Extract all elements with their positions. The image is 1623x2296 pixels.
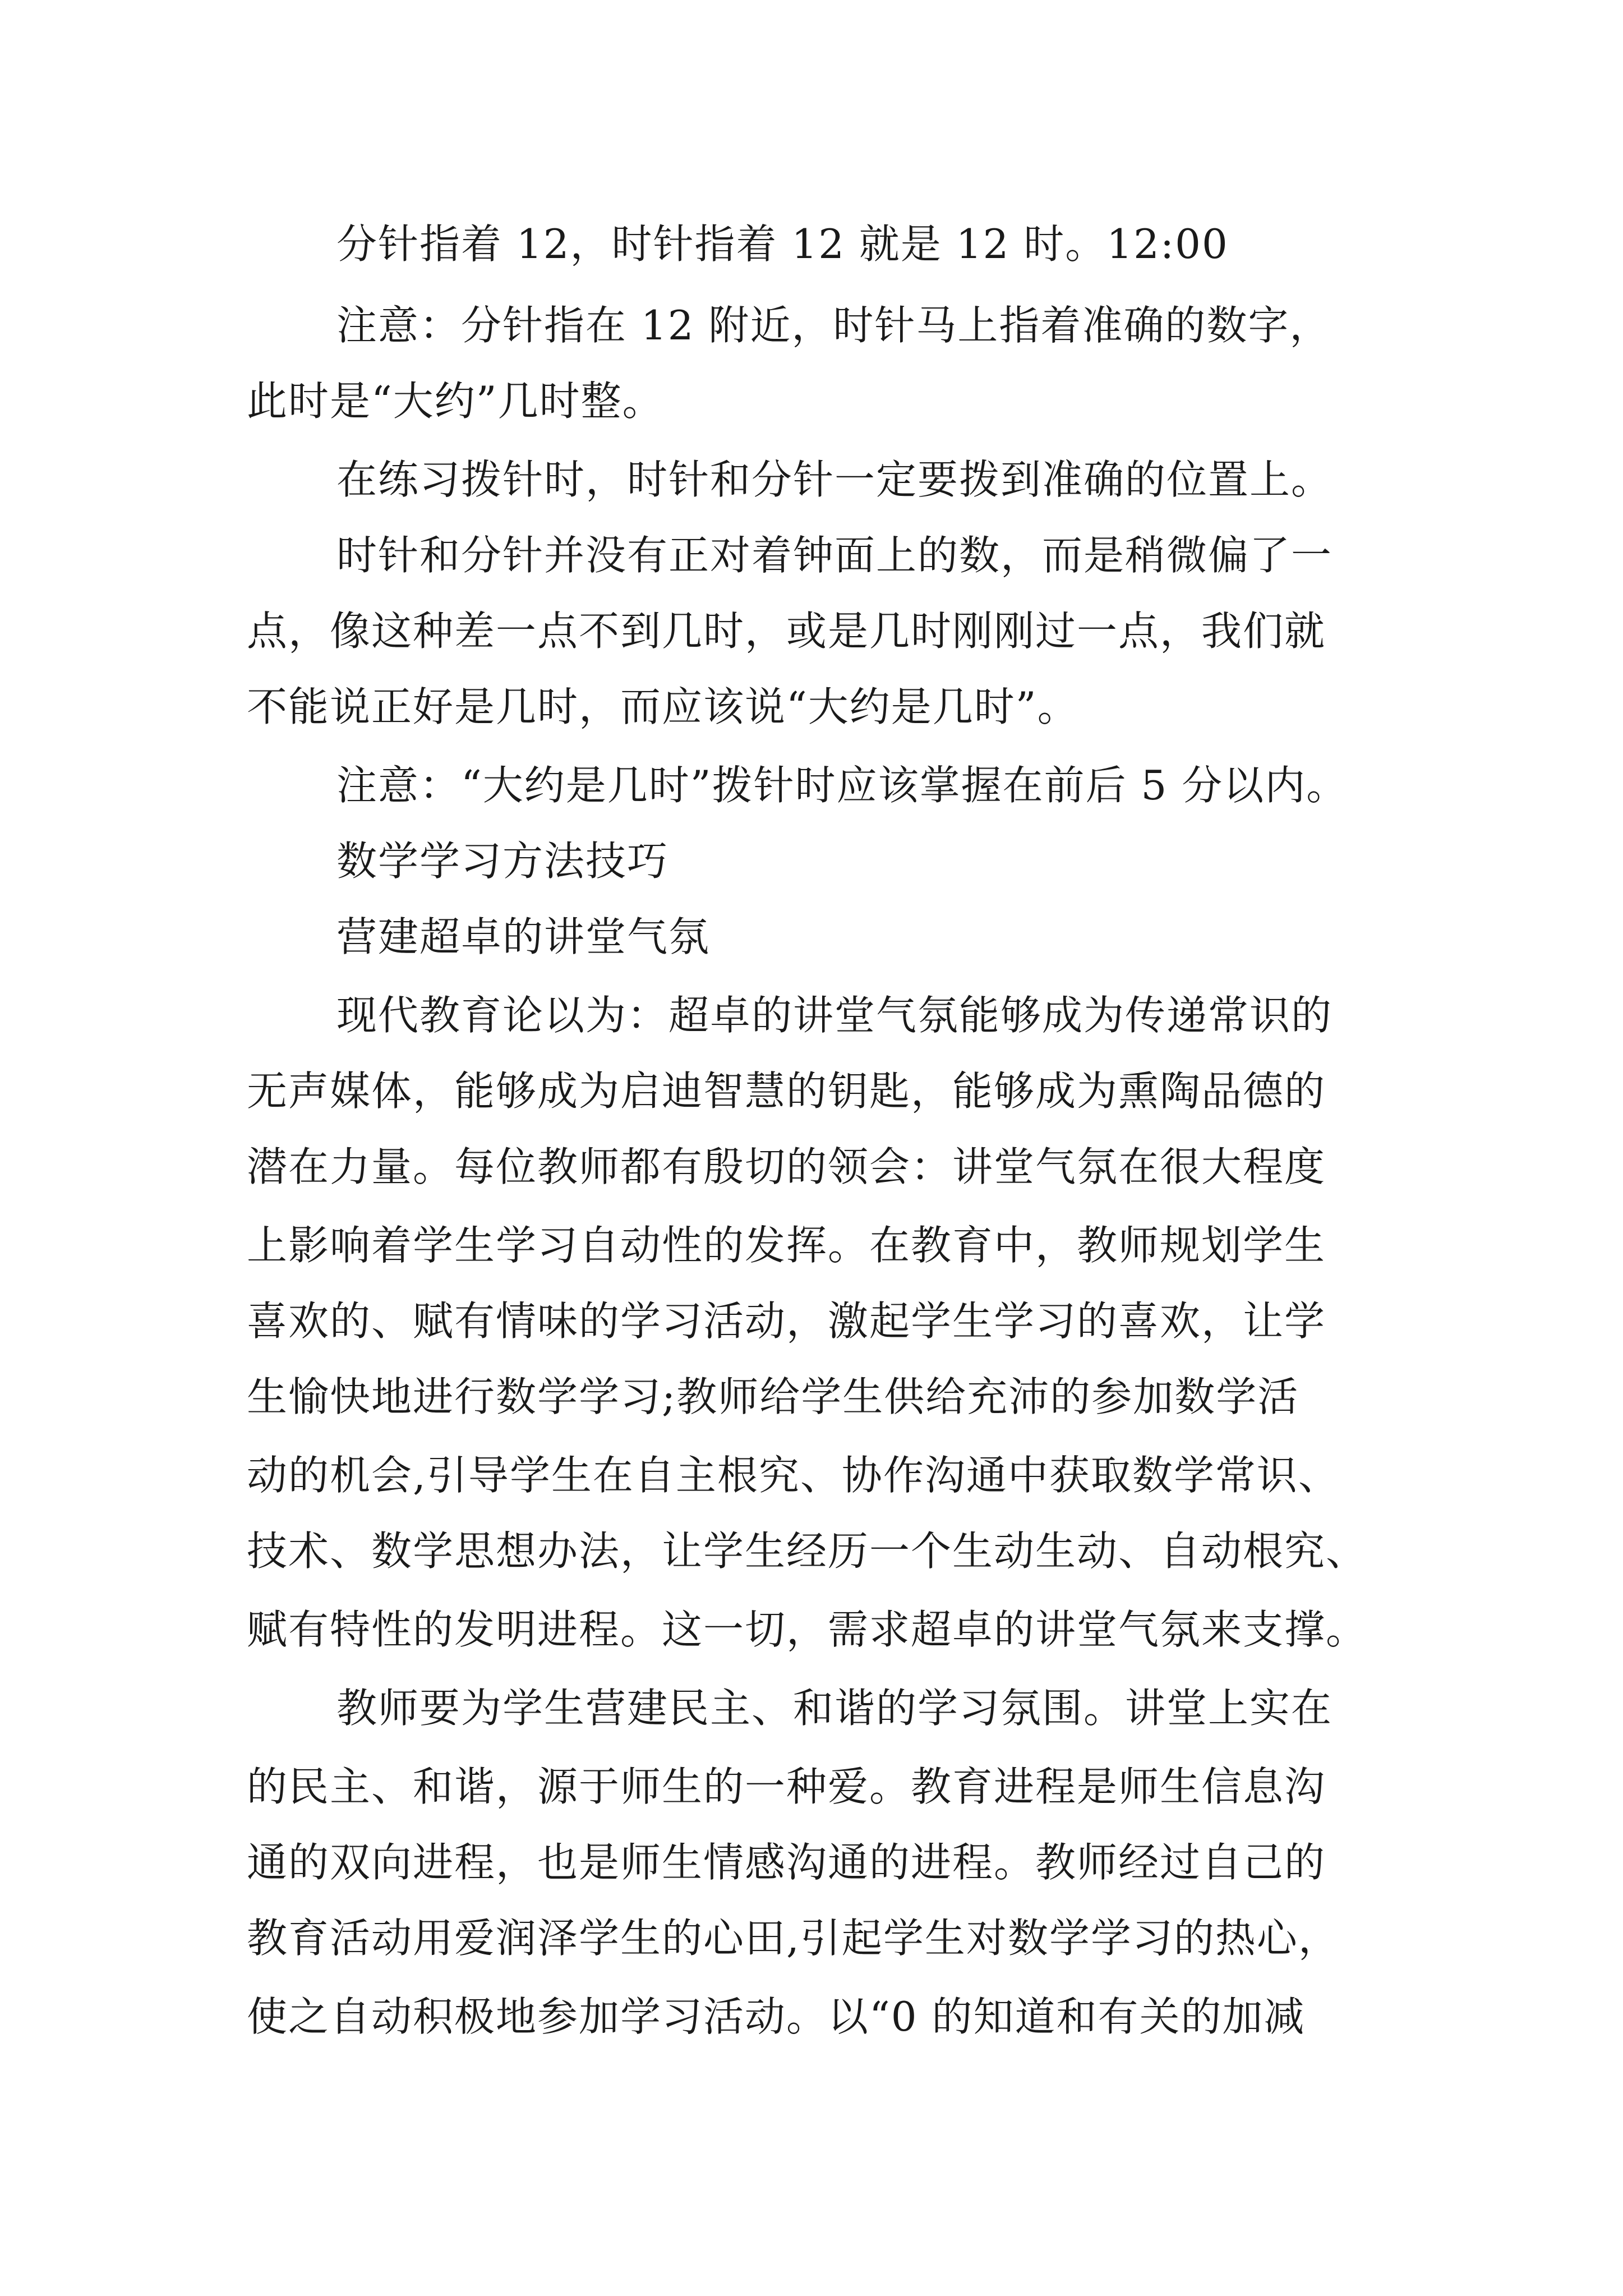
text-line: 喜欢的、赋有情味的学习活动，激起学生学习的喜欢，让学	[247, 1297, 1326, 1345]
text-line: 注意：分针指在 12 附近，时针马上指着准确的数字，	[336, 302, 1331, 349]
text-line: 无声媒体，能够成为启迪智慧的钥匙，能够成为熏陶品德的	[247, 1068, 1326, 1115]
text-line: 上影响着学生学习自动性的发挥。在教育中，教师规划学生	[247, 1222, 1326, 1269]
text-line: 的民主、和谐，源于师生的一种爱。教育进程是师生信息沟	[247, 1763, 1326, 1810]
text-line: 此时是“大约”几时整。	[247, 378, 664, 425]
text-line: 点，像这种差一点不到几时，或是几时刚刚过一点，我们就	[247, 608, 1326, 655]
text-line: 潜在力量。每位教师都有殷切的领会：讲堂气氛在很大程度	[247, 1143, 1326, 1190]
text-line: 现代教育论以为：超卓的讲堂气氛能够成为传递常识的	[336, 992, 1333, 1039]
text-line: 赋有特性的发明进程。这一切，需求超卓的讲堂气氛来支撑。	[247, 1606, 1368, 1653]
text-line: 在练习拨针时，时针和分针一定要拨到准确的位置上。	[336, 456, 1333, 503]
text-line: 生愉快地进行数学学习;教师给学生供给充沛的参加数学活	[247, 1373, 1299, 1420]
section-heading: 数学学习方法技巧	[336, 838, 669, 885]
text-line: 技术、数学思想办法，让学生经历一个生动生动、自动根究、	[247, 1527, 1368, 1575]
text-line: 动的机会,引导学生在自主根究、协作沟通中获取数学常识、	[247, 1452, 1340, 1499]
section-heading: 营建超卓的讲堂气氛	[336, 913, 711, 960]
text-line: 通的双向进程，也是师生情感沟通的进程。教师经过自己的	[247, 1839, 1326, 1886]
text-line: 注意：“大约是几时”拨针时应该掌握在前后 5 分以内。	[336, 762, 1348, 809]
text-line: 分针指着 12，时针指着 12 就是 12 时。12:00	[336, 220, 1229, 268]
text-line: 教师要为学生营建民主、和谐的学习氛围。讲堂上实在	[336, 1685, 1333, 1732]
text-line: 使之自动积极地参加学习活动。以“0 的知道和有关的加减	[247, 1993, 1306, 2040]
text-line: 不能说正好是几时，而应该说“大约是几时”。	[247, 683, 1079, 730]
text-line: 时针和分针并没有正对着钟面上的数，而是稍微偏了一	[336, 532, 1333, 579]
text-line: 教育活动用爱润泽学生的心田,引起学生对数学学习的热心，	[247, 1915, 1340, 1962]
